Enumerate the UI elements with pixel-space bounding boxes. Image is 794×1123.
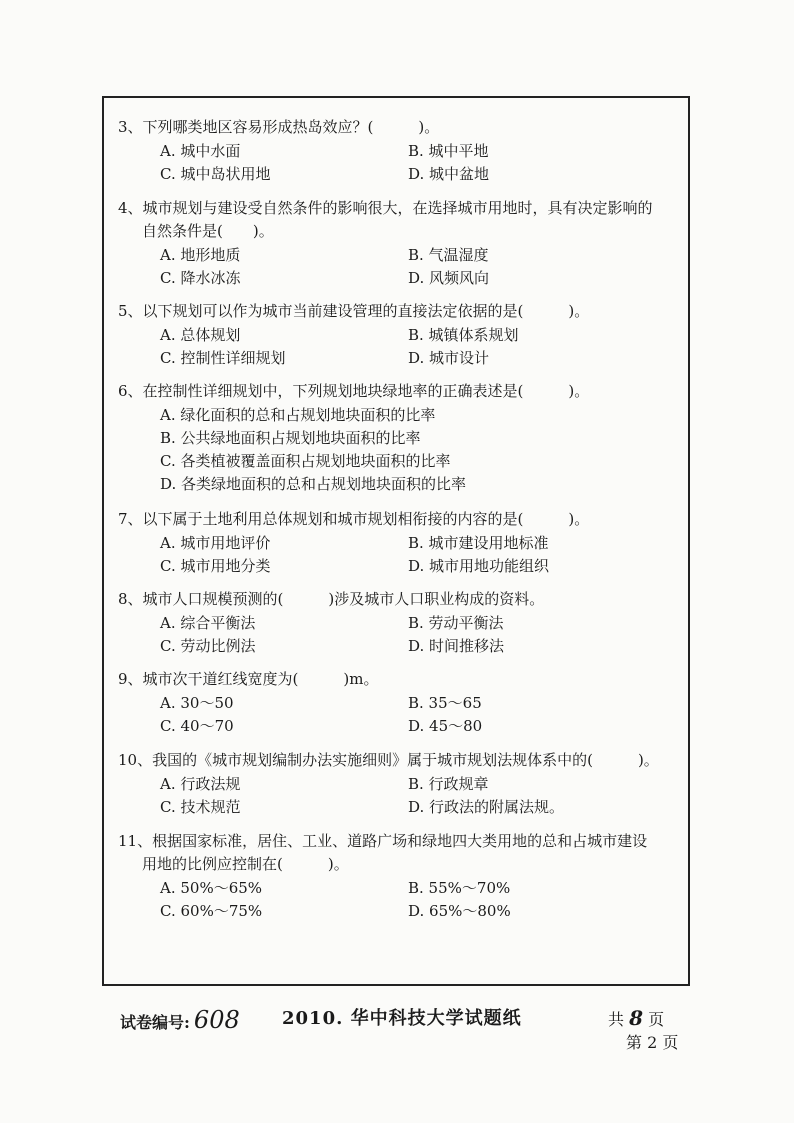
question-stem: 3、下列哪类地区容易形成热岛效应？( )。 xyxy=(118,118,440,136)
exam-title: 2010. 华中科技大学试题纸 xyxy=(282,1008,522,1029)
options xyxy=(118,140,690,186)
question-4 xyxy=(118,197,690,290)
option-d: D. 时间推移法 xyxy=(408,637,505,655)
option-a: A. 综合平衡法 xyxy=(160,614,256,632)
total-pages-prefix: 共 xyxy=(608,1010,625,1029)
option-b: B. 城中平地 xyxy=(408,142,489,160)
option-d: D. 城市设计 xyxy=(408,349,490,367)
option-d: D. 城市用地功能组织 xyxy=(408,557,550,575)
question-stem: 7、以下属于土地利用总体规划和城市规划相衔接的内容的是( )。 xyxy=(118,510,590,528)
exam-code-value: 608 xyxy=(193,1006,240,1034)
option-d: D. 45～80 xyxy=(408,717,483,735)
option-a: A. 城中水面 xyxy=(160,142,241,160)
question-stem: 11、根据国家标准，居住、工业、道路广场和绿地四大类用地的总和占城市建设 xyxy=(118,832,648,850)
option-c: C. 控制性详细规划 xyxy=(160,349,286,367)
options xyxy=(118,532,690,578)
option-b: B. 35～65 xyxy=(408,694,482,712)
total-pages xyxy=(608,1006,664,1030)
option-c: C. 各类植被覆盖面积占规划地块面积的比率 xyxy=(160,452,451,470)
question-5 xyxy=(118,300,690,370)
option-b: B. 公共绿地面积占规划地块面积的比率 xyxy=(160,429,421,447)
option-c: C. 城中岛状用地 xyxy=(160,165,271,183)
question-stem: 9、城市次干道红线宽度为( )m。 xyxy=(118,670,379,688)
question-11 xyxy=(118,830,690,923)
option-c: C. 40～70 xyxy=(160,717,234,735)
question-stem: 10、我国的《城市规划编制办法实施细则》属于城市规划法规体系中的( )。 xyxy=(118,751,659,769)
options xyxy=(118,773,690,819)
option-c: C. 降水冰冻 xyxy=(160,269,241,287)
question-stem-continued: 自然条件是( )。 xyxy=(142,222,274,240)
option-a: A. 50%～65% xyxy=(160,879,263,897)
option-b: B. 劳动平衡法 xyxy=(408,614,504,632)
question-stem: 5、以下规划可以作为城市当前建设管理的直接法定依据的是( )。 xyxy=(118,302,590,320)
options xyxy=(118,324,690,370)
option-c: C. 技术规范 xyxy=(160,798,241,816)
option-d: D. 风频风向 xyxy=(408,269,490,287)
option-c: C. 城市用地分类 xyxy=(160,557,271,575)
option-a: A. 地形地质 xyxy=(160,246,241,264)
option-d: D. 城中盆地 xyxy=(408,165,490,183)
option-a: A. 总体规划 xyxy=(160,326,241,344)
options xyxy=(118,877,690,923)
total-pages-suffix: 页 xyxy=(648,1010,665,1029)
question-stem: 6、在控制性详细规划中，下列规划地块绿地率的正确表述是( )。 xyxy=(118,382,590,400)
question-stem: 4、城市规划与建设受自然条件的影响很大，在选择城市用地时，具有决定影响的 xyxy=(118,199,653,217)
question-3 xyxy=(118,116,690,186)
option-a: A. 绿化面积的总和占规划地块面积的比率 xyxy=(160,406,436,424)
option-b: B. 城镇体系规划 xyxy=(408,326,519,344)
question-6 xyxy=(118,380,690,496)
total-pages-value: 8 xyxy=(629,1006,644,1030)
options xyxy=(118,612,690,658)
exam-code-label: 试卷编号: xyxy=(120,1013,190,1032)
options xyxy=(118,692,690,738)
exam-code xyxy=(120,1006,240,1034)
option-a: A. 30～50 xyxy=(160,694,234,712)
question-9 xyxy=(118,668,690,738)
option-b: B. 城市建设用地标准 xyxy=(408,534,549,552)
question-7 xyxy=(118,508,690,578)
option-c: C. 60%～75% xyxy=(160,902,263,920)
question-8 xyxy=(118,588,690,658)
option-d: D. 65%～80% xyxy=(408,902,511,920)
option-c: C. 劳动比例法 xyxy=(160,637,256,655)
option-a: A. 行政法规 xyxy=(160,775,241,793)
option-b: B. 行政规章 xyxy=(408,775,489,793)
option-b: B. 55%～70% xyxy=(408,879,511,897)
page-number: 第 2 页 xyxy=(626,1033,679,1052)
option-b: B. 气温湿度 xyxy=(408,246,489,264)
options xyxy=(118,404,690,496)
option-a: A. 城市用地评价 xyxy=(160,534,271,552)
question-10 xyxy=(118,749,690,819)
question-stem-continued: 用地的比例应控制在( )。 xyxy=(142,855,349,873)
question-stem: 8、城市人口规模预测的( )涉及城市人口职业构成的资料。 xyxy=(118,590,545,608)
option-d: D. 行政法的附属法规。 xyxy=(408,798,565,816)
options xyxy=(118,244,690,290)
option-d: D. 各类绿地面积的总和占规划地块面积的比率 xyxy=(160,475,467,493)
